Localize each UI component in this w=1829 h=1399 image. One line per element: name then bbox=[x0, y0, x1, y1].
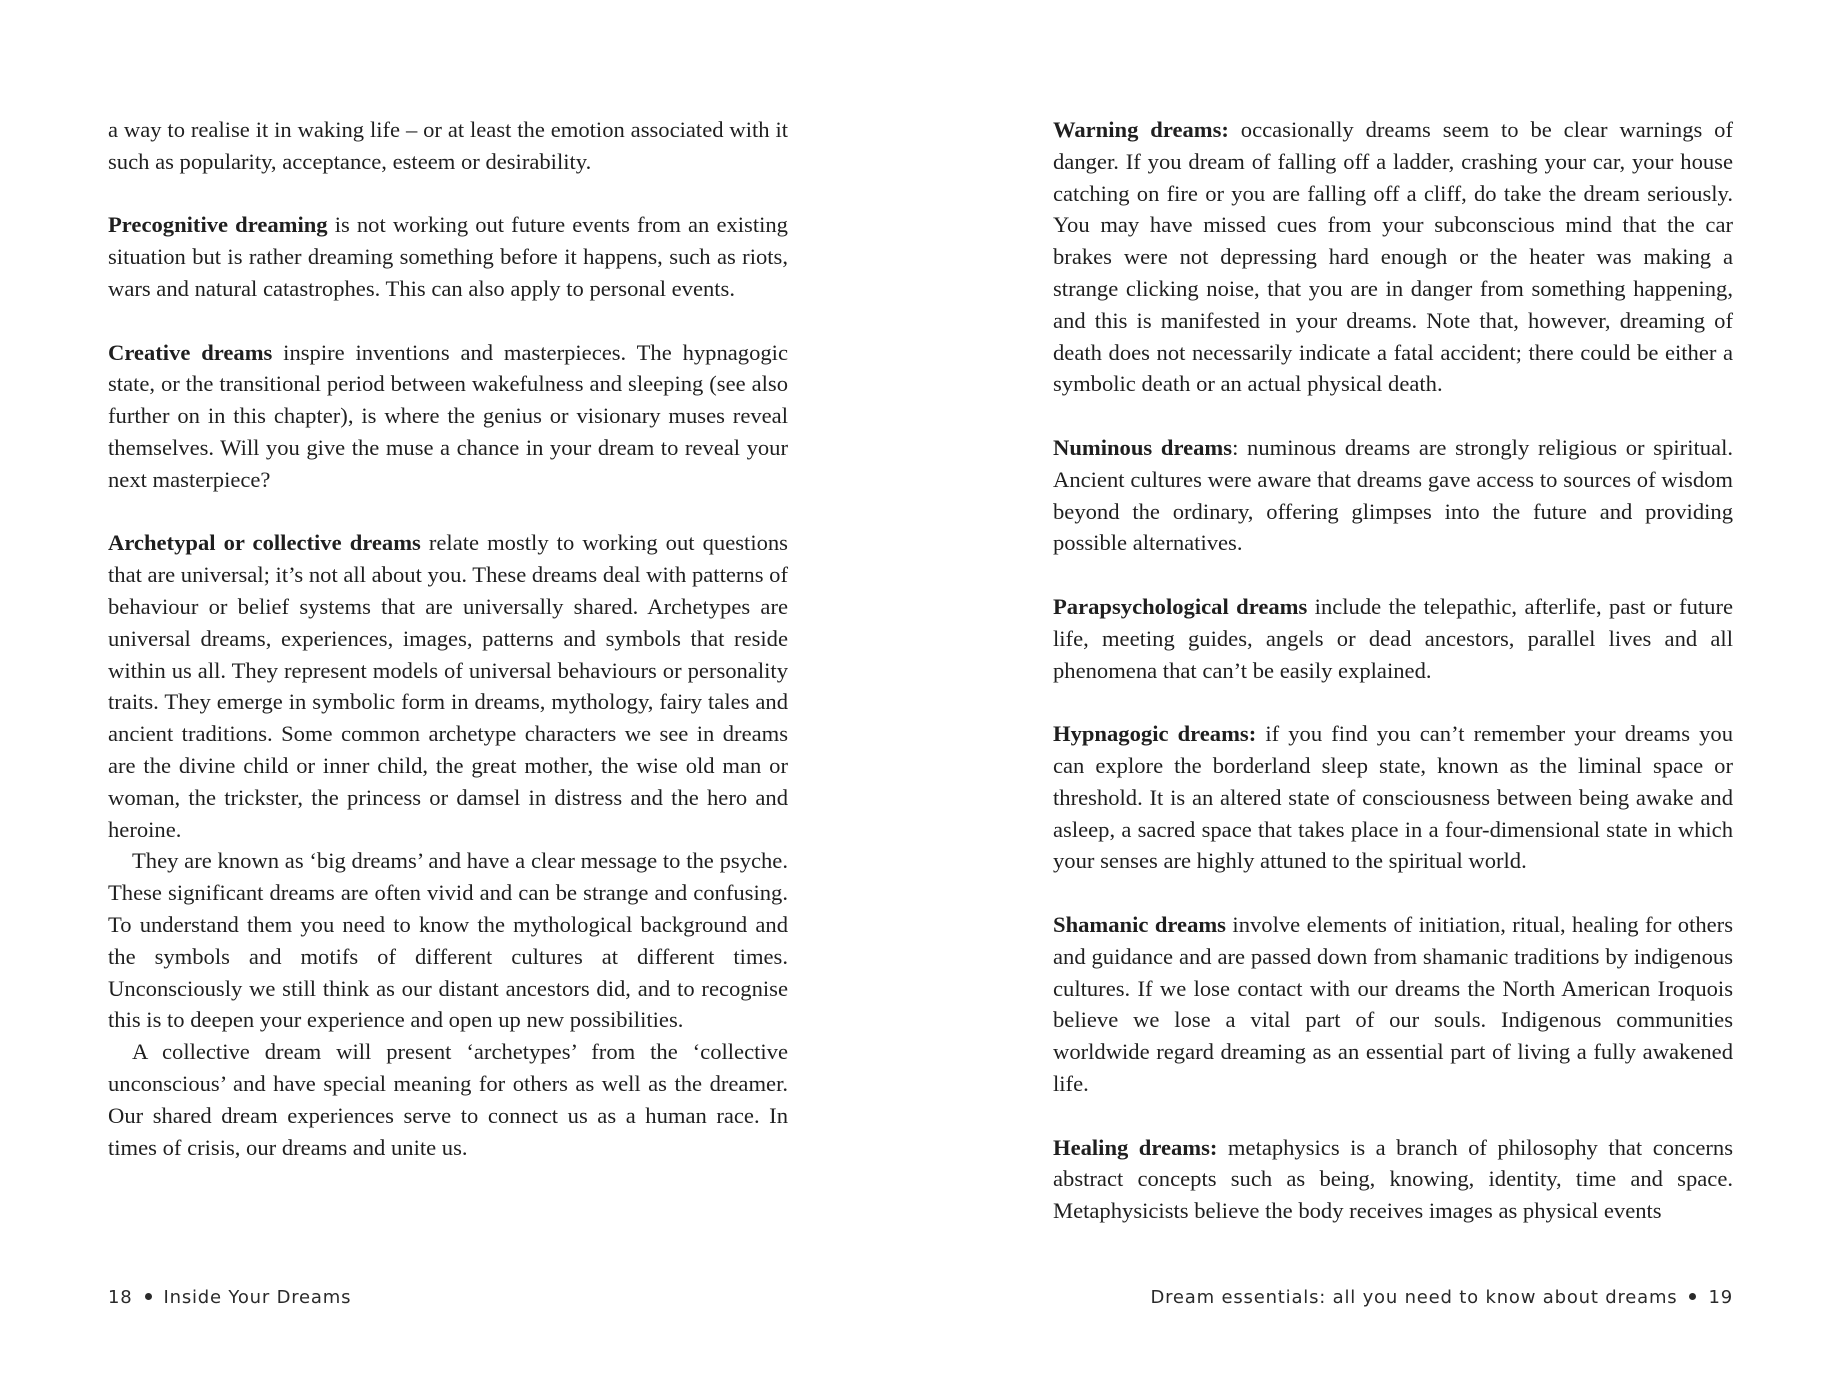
left-page bbox=[108, 114, 788, 1163]
bullet-icon bbox=[1689, 1293, 1696, 1300]
paragraph: a way to realise it in waking life – or at least the emotion associated with it such as popularity, acceptance, esteem or desirability. bbox=[108, 117, 788, 174]
term-heading: Parapsychological dreams bbox=[1053, 593, 1308, 619]
paragraph: Numinous dreams: numinous dreams are strongly religious or spiritual. Ancient cultures were aware that dreams gave access to sources of wisdom beyond the ordinary, offering glimpses into the future and providing possible alternatives. bbox=[1053, 434, 1733, 556]
running-title: Inside Your Dreams bbox=[163, 1287, 352, 1308]
term-heading: Numinous dreams bbox=[1053, 434, 1233, 460]
paragraph: Warning dreams: occasionally dreams seem to be clear warnings of danger. If you dream of falling off a ladder, crashing your car, your house catching on fire or you are falling off a cliff, do take the dream seriously. You may have missed cues from your subconscious mind that the car brakes were not depressing hard enough or the heater was making a strange clicking noise, that you are in danger from something happening, and this is manifested in your dreams. Note that, however, dreaming of death does not necessarily indicate a fatal accident; there could be either a symbolic death or an actual physical death. bbox=[1053, 117, 1733, 397]
paragraph: Creative dreams inspire inventions and masterpieces. The hypnagogic state, or the transitional period between wakefulness and sleeping (see also further on in this chapter), is where the genius or visionary muses reveal themselves. Will you give the muse a chance in your dream to reveal your next masterpiece? bbox=[108, 339, 788, 492]
term-heading: Hypnagogic dreams: bbox=[1053, 721, 1257, 747]
term-heading: Precognitive dreaming bbox=[108, 212, 328, 238]
running-title: Dream essentials: all you need to know about dreams bbox=[1150, 1287, 1678, 1308]
paragraph: Archetypal or collective dreams relate mostly to working out questions that are universal; it’s not all about you. These dreams deal with patterns of behaviour or belief systems that are universally shared. Archetypes are universal dreams, experiences, images, patterns and symbols that reside within us all. They represent models of universal behaviours or personality traits. They emerge in symbolic form in dreams, mythology, fairy tales and ancient traditions. Some common archetype characters we see in dreams are the divine child or inner child, the great mother, the wise old man or woman, the trickster, the princess or damsel in distress and the hero and heroine. bbox=[108, 530, 788, 842]
term-heading: Healing dreams: bbox=[1053, 1134, 1218, 1160]
term-heading: Shamanic dreams bbox=[1053, 911, 1226, 937]
page-number: 18 bbox=[108, 1287, 133, 1308]
term-heading: Creative dreams bbox=[108, 339, 273, 365]
term-heading: Archetypal or collective dreams bbox=[108, 530, 421, 556]
paragraph: Shamanic dreams involve elements of initiation, ritual, healing for others and guidance and are passed down from shamanic traditions by indigenous cultures. If we lose contact with our dreams the North American Iroquois believe we lose a vital part of our souls. Indigenous communities worldwide regard dreaming as an essential part of living a fully awakened life. bbox=[1053, 911, 1733, 1096]
term-heading: Warning dreams: bbox=[1053, 117, 1229, 142]
right-page-footer bbox=[1150, 1287, 1733, 1308]
page-number: 19 bbox=[1708, 1287, 1733, 1308]
paragraph: They are known as ‘big dreams’ and have a clear message to the psyche. These significant dreams are often vivid and can be strange and confusing. To understand them you need to know the mythological background and the symbols and motifs of different cultures at different times. Unconsciously we still think as our distant ancestors did, and to recognise this is to deepen your experience and open up new possibilities. bbox=[108, 848, 788, 1033]
bullet-icon bbox=[145, 1293, 152, 1300]
paragraph: Precognitive dreaming is not working out future events from an existing situation but is rather dreaming something before it happens, such as riots, wars and natural catastrophes. This can also apply to personal events. bbox=[108, 212, 788, 301]
right-page bbox=[1053, 114, 1733, 1227]
paragraph: Hypnagogic dreams: if you find you can’t remember your dreams you can explore the borderland sleep state, known as the liminal space or threshold. It is an altered state of consciousness between being awake and asleep, a sacred space that takes place in a four-dimensional state in which your senses are highly attuned to the spiritual world. bbox=[1053, 721, 1733, 874]
paragraph: Parapsychological dreams include the telepathic, afterlife, past or future life, meeting guides, angels or dead ancestors, parallel lives and all phenomena that can’t be easily explained. bbox=[1053, 593, 1734, 683]
paragraph: A collective dream will present ‘archetypes’ from the ‘collective unconscious’ and have special meaning for others as well as the dreamer. Our shared dream experiences serve to connect us as a human race. In times of crisis, our dreams and unite us. bbox=[108, 1039, 788, 1160]
left-page-footer bbox=[108, 1287, 351, 1308]
paragraph: Healing dreams: metaphysics is a branch of philosophy that concerns abstract concepts such as being, knowing, identity, time and space. Metaphysicists believe the body receives images as physical events bbox=[1053, 1134, 1733, 1224]
